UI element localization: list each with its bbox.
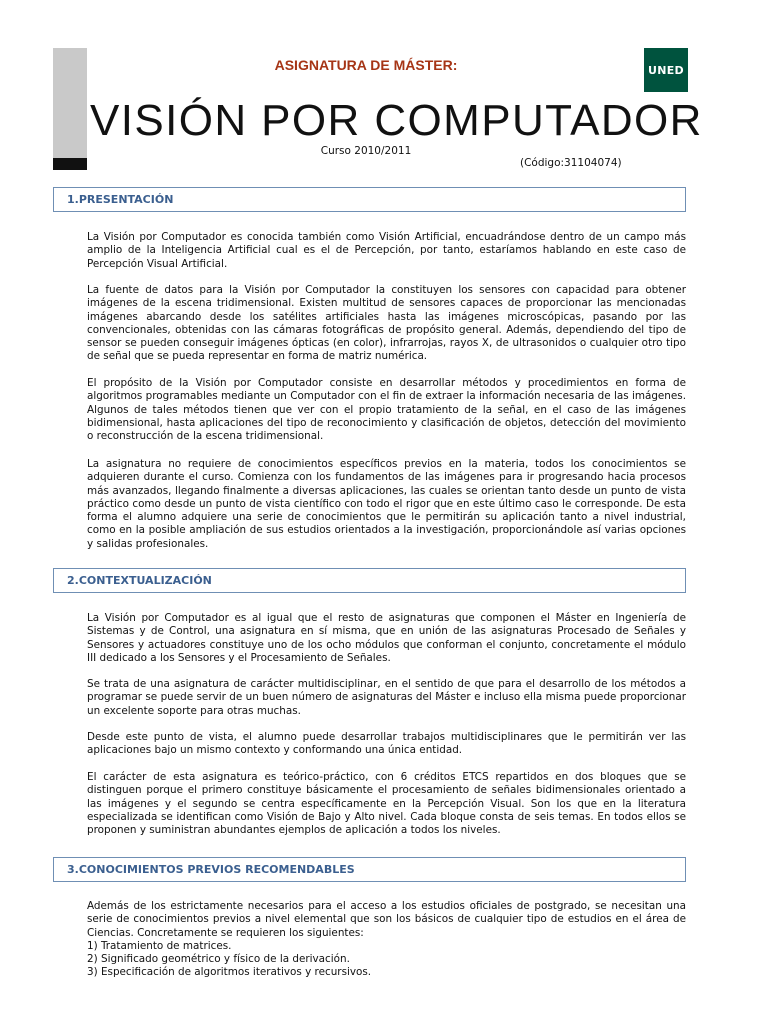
paragraph: La Visión por Computador es conocida también como Visión Artificial, encuadrándose dentro de un campo más amplio de la Inteligencia Artificial cual es el de Percepción, por tanto, estaríamos hablando en este caso de Percepción Visual Artificial. (87, 231, 686, 270)
paragraph: La Visión por Computador es al igual que el resto de asignaturas que componen el Máster en Ingeniería de Sistemas y de Control, una asignatura en sí misma, que en unión de las asignaturas Procesado de Señales y Sensores y actuadores constituye uno de los ocho módulos que conforman el conjunto, concretamente el módulo III dedicado a los Sensores y el Procesamiento de Señales. (87, 612, 686, 664)
section-heading-label: 2.CONTEXTUALIZACIÓN (67, 574, 212, 587)
paragraph: La fuente de datos para la Visión por Computador la constituyen los sensores con capacidad para obtener imágenes de la escena tridimensional. Existen multitud de sensores capaces de proporcionar las mencionadas imágenes abarcando desde los satélites artificiales hasta las imágenes microscópicas, pasando por las convencionales, obtenidas con las cámaras fotográficas de propósito general. Además, dependiendo del tipo de sensor se pueden conseguir imágenes ópticas (en color), infrarrojas, rayos X, de ultrasonidos o cualquier otro tipo de señal que se pueda representar en forma de matriz numérica. (87, 284, 686, 363)
paragraph: El propósito de la Visión por Computador consiste en desarrollar métodos y procedimientos en forma de algoritmos programables mediante un Computador con el fin de extraer la información necesaria de las imágenes. Algunos de tales métodos tienen que ver con el propio tratamiento de la señal, en el caso de las imágenes bidimensional, hasta aplicaciones del tipo de reconocimiento y clasificación de objetos, detección del movimiento o reconstrucción de la escena tridimensional. (87, 377, 686, 443)
paragraph: Desde este punto de vista, el alumno puede desarrollar trabajos multidisciplinares que le permitirán ver las aplicaciones bajo un mismo contexto y conformando una única entidad. (87, 731, 686, 757)
section-heading-presentacion (53, 187, 686, 212)
section-heading-label: 1.PRESENTACIÓN (67, 193, 174, 206)
decorative-side-bar (53, 48, 87, 158)
master-label: ASIGNATURA DE MÁSTER: (274, 57, 458, 73)
section-heading-conocimientos-previos (53, 857, 686, 882)
page-title: VISIÓN POR COMPUTADOR (90, 96, 703, 145)
course-year: Curso 2010/2011 (320, 145, 412, 157)
logo-text: UNED (648, 63, 684, 77)
section-heading-contextualizacion (53, 568, 686, 593)
list-item: 3) Especificación de algoritmos iterativos y recursivos. (87, 966, 372, 978)
paragraph: El carácter de esta asignatura es teórico-práctico, con 6 créditos ETCS repartidos en dos bloques que se distinguen porque el primero constituye básicamente el procesamiento de señales bidimensionales orientado a las imágenes y el segundo se centra específicamente en la Percepción Visual. Son los que en la literatura especializada se identifican como Visión de Bajo y Alto nivel. Cada bloque consta de seis temas. En todos ellos se proponen y suministran abundantes ejemplos de aplicación a todos los niveles. (87, 771, 686, 837)
paragraph: Se trata de una asignatura de carácter multidisciplinar, en el sentido de que para el desarrollo de los métodos a programar se puede servir de un buen número de asignaturas del Máster e incluso ella misma puede proporcionar un excelente soporte para otras muchas. (87, 678, 686, 717)
section-heading-label: 3.CONOCIMIENTOS PREVIOS RECOMENDABLES (67, 863, 355, 876)
uned-logo (644, 48, 688, 92)
paragraph: Además de los estrictamente necesarios para el acceso a los estudios oficiales de postgrado, se necesitan una serie de conocimientos previos a nivel elemental que son los básicos de cualquier tipo de estudios en el área de Ciencias. Concretamente se requieren los siguientes: (87, 900, 686, 939)
paragraph: La asignatura no requiere de conocimientos específicos previos en la materia, todos los conocimientos se adquieren durante el curso. Comienza con los fundamentos de las imágenes para ir progresando hacia procesos más avanzados, llegando finalmente a diversas aplicaciones, las cuales se orientan tanto desde un punto de vista práctico como desde un punto de vista científico con todo el rigor que en este último caso le corresponde. De esta forma el alumno adquiere una serie de conocimientos que le permitirán su aplicación tanto a nivel industrial, como en la posible ampliación de sus estudios orientados a la investigación, proporcionándole así varias opciones y salidas profesionales. (87, 458, 686, 550)
decorative-side-bar-base (53, 158, 87, 170)
list-item: 1) Tratamiento de matrices. (87, 940, 232, 952)
course-code: (Código:31104074) (520, 157, 622, 169)
list-item: 2) Significado geométrico y físico de la derivación. (87, 953, 350, 965)
